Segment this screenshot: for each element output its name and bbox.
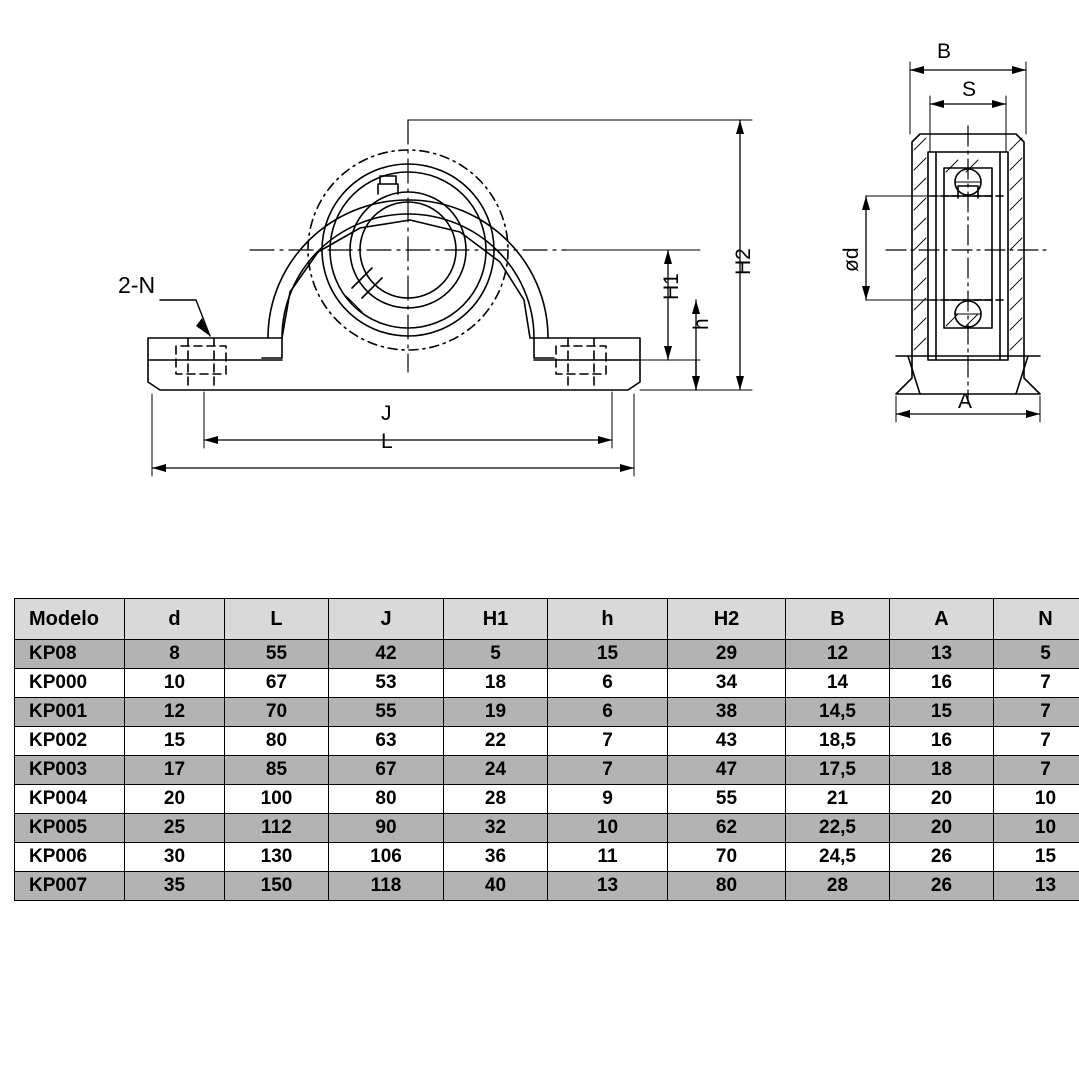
table-cell: KP000: [15, 669, 125, 698]
table-cell: 70: [668, 843, 786, 872]
spec-table-container: [14, 598, 1064, 901]
table-cell: 10: [548, 814, 668, 843]
table-cell: 7: [548, 727, 668, 756]
table-cell: 15: [125, 727, 225, 756]
label-A: A: [958, 390, 973, 413]
table-cell: KP002: [15, 727, 125, 756]
table-cell: 29: [668, 640, 786, 669]
table-cell: 21: [786, 785, 890, 814]
table-row: [15, 698, 1079, 727]
table-header-cell: J: [329, 599, 444, 640]
table-cell: 55: [668, 785, 786, 814]
table-cell: 34: [668, 669, 786, 698]
table-header-cell: h: [548, 599, 668, 640]
table-cell: KP001: [15, 698, 125, 727]
table-cell: 18: [890, 756, 994, 785]
table-row: [15, 843, 1079, 872]
table-header-cell: d: [125, 599, 225, 640]
table-cell: 67: [329, 756, 444, 785]
table-cell: 55: [329, 698, 444, 727]
label-J: J: [381, 402, 392, 425]
table-cell: 7: [994, 669, 1079, 698]
table-cell: 6: [548, 698, 668, 727]
table-cell: 43: [668, 727, 786, 756]
table-cell: 32: [444, 814, 548, 843]
table-header-cell: N: [994, 599, 1079, 640]
table-row: [15, 814, 1079, 843]
table-cell: 28: [786, 872, 890, 901]
label-H1: H1: [660, 273, 683, 300]
table-cell: 38: [668, 698, 786, 727]
table-cell: 47: [668, 756, 786, 785]
label-B: B: [937, 40, 952, 63]
table-cell: 112: [225, 814, 329, 843]
table-cell: 85: [225, 756, 329, 785]
table-cell: 80: [225, 727, 329, 756]
table-cell: 24,5: [786, 843, 890, 872]
table-header-cell: L: [225, 599, 329, 640]
table-cell: 80: [329, 785, 444, 814]
table-cell: 30: [125, 843, 225, 872]
table-cell: 5: [444, 640, 548, 669]
table-row: [15, 727, 1079, 756]
table-cell: 28: [444, 785, 548, 814]
table-row: [15, 756, 1079, 785]
table-cell: 20: [890, 785, 994, 814]
table-cell: 10: [994, 785, 1079, 814]
table-cell: 42: [329, 640, 444, 669]
table-cell: 106: [329, 843, 444, 872]
table-row: [15, 669, 1079, 698]
table-cell: 22,5: [786, 814, 890, 843]
label-L: L: [381, 430, 393, 453]
table-cell: 67: [225, 669, 329, 698]
table-cell: 12: [125, 698, 225, 727]
table-cell: 6: [548, 669, 668, 698]
table-cell: KP004: [15, 785, 125, 814]
label-S: S: [962, 78, 977, 101]
table-cell: 14,5: [786, 698, 890, 727]
table-cell: 12: [786, 640, 890, 669]
label-h: h: [690, 318, 713, 330]
table-cell: 16: [890, 727, 994, 756]
table-cell: 11: [548, 843, 668, 872]
table-cell: 5: [994, 640, 1079, 669]
table-cell: 150: [225, 872, 329, 901]
table-cell: 19: [444, 698, 548, 727]
table-header-cell: H2: [668, 599, 786, 640]
table-cell: 40: [444, 872, 548, 901]
table-cell: 20: [890, 814, 994, 843]
table-cell: 10: [125, 669, 225, 698]
table-cell: 80: [668, 872, 786, 901]
table-cell: 18,5: [786, 727, 890, 756]
table-cell: 25: [125, 814, 225, 843]
table-cell: 15: [890, 698, 994, 727]
table-row: [15, 640, 1079, 669]
table-cell: 16: [890, 669, 994, 698]
table-cell: 13: [548, 872, 668, 901]
table-cell: KP005: [15, 814, 125, 843]
table-cell: 130: [225, 843, 329, 872]
table-cell: 118: [329, 872, 444, 901]
table-cell: 17: [125, 756, 225, 785]
table-cell: 36: [444, 843, 548, 872]
dimensions-table: [14, 598, 1079, 901]
table-cell: 13: [890, 640, 994, 669]
table-cell: 7: [548, 756, 668, 785]
table-header-cell: A: [890, 599, 994, 640]
table-cell: 10: [994, 814, 1079, 843]
table-cell: 22: [444, 727, 548, 756]
table-cell: 70: [225, 698, 329, 727]
table-header-cell: Modelo: [15, 599, 125, 640]
label-bolt-note: 2-N: [118, 272, 156, 298]
table-cell: 14: [786, 669, 890, 698]
table-row: [15, 872, 1079, 901]
table-cell: 17,5: [786, 756, 890, 785]
table-header-cell: H1: [444, 599, 548, 640]
table-cell: 35: [125, 872, 225, 901]
table-cell: 90: [329, 814, 444, 843]
table-cell: 24: [444, 756, 548, 785]
table-cell: 13: [994, 872, 1079, 901]
table-cell: KP006: [15, 843, 125, 872]
label-H2: H2: [732, 248, 755, 275]
table-cell: 15: [548, 640, 668, 669]
table-cell: 7: [994, 698, 1079, 727]
table-header-cell: B: [786, 599, 890, 640]
table-cell: KP08: [15, 640, 125, 669]
table-row: [15, 785, 1079, 814]
table-cell: 9: [548, 785, 668, 814]
table-cell: 20: [125, 785, 225, 814]
table-cell: 7: [994, 756, 1079, 785]
table-cell: 62: [668, 814, 786, 843]
table-cell: 53: [329, 669, 444, 698]
label-bore-diameter: ød: [840, 247, 863, 272]
table-cell: 100: [225, 785, 329, 814]
table-cell: KP007: [15, 872, 125, 901]
table-cell: 63: [329, 727, 444, 756]
table-cell: 26: [890, 843, 994, 872]
table-header-row: [15, 599, 1079, 640]
table-cell: 55: [225, 640, 329, 669]
table-cell: 15: [994, 843, 1079, 872]
table-cell: 7: [994, 727, 1079, 756]
table-cell: KP003: [15, 756, 125, 785]
table-cell: 18: [444, 669, 548, 698]
table-cell: 8: [125, 640, 225, 669]
table-cell: 26: [890, 872, 994, 901]
